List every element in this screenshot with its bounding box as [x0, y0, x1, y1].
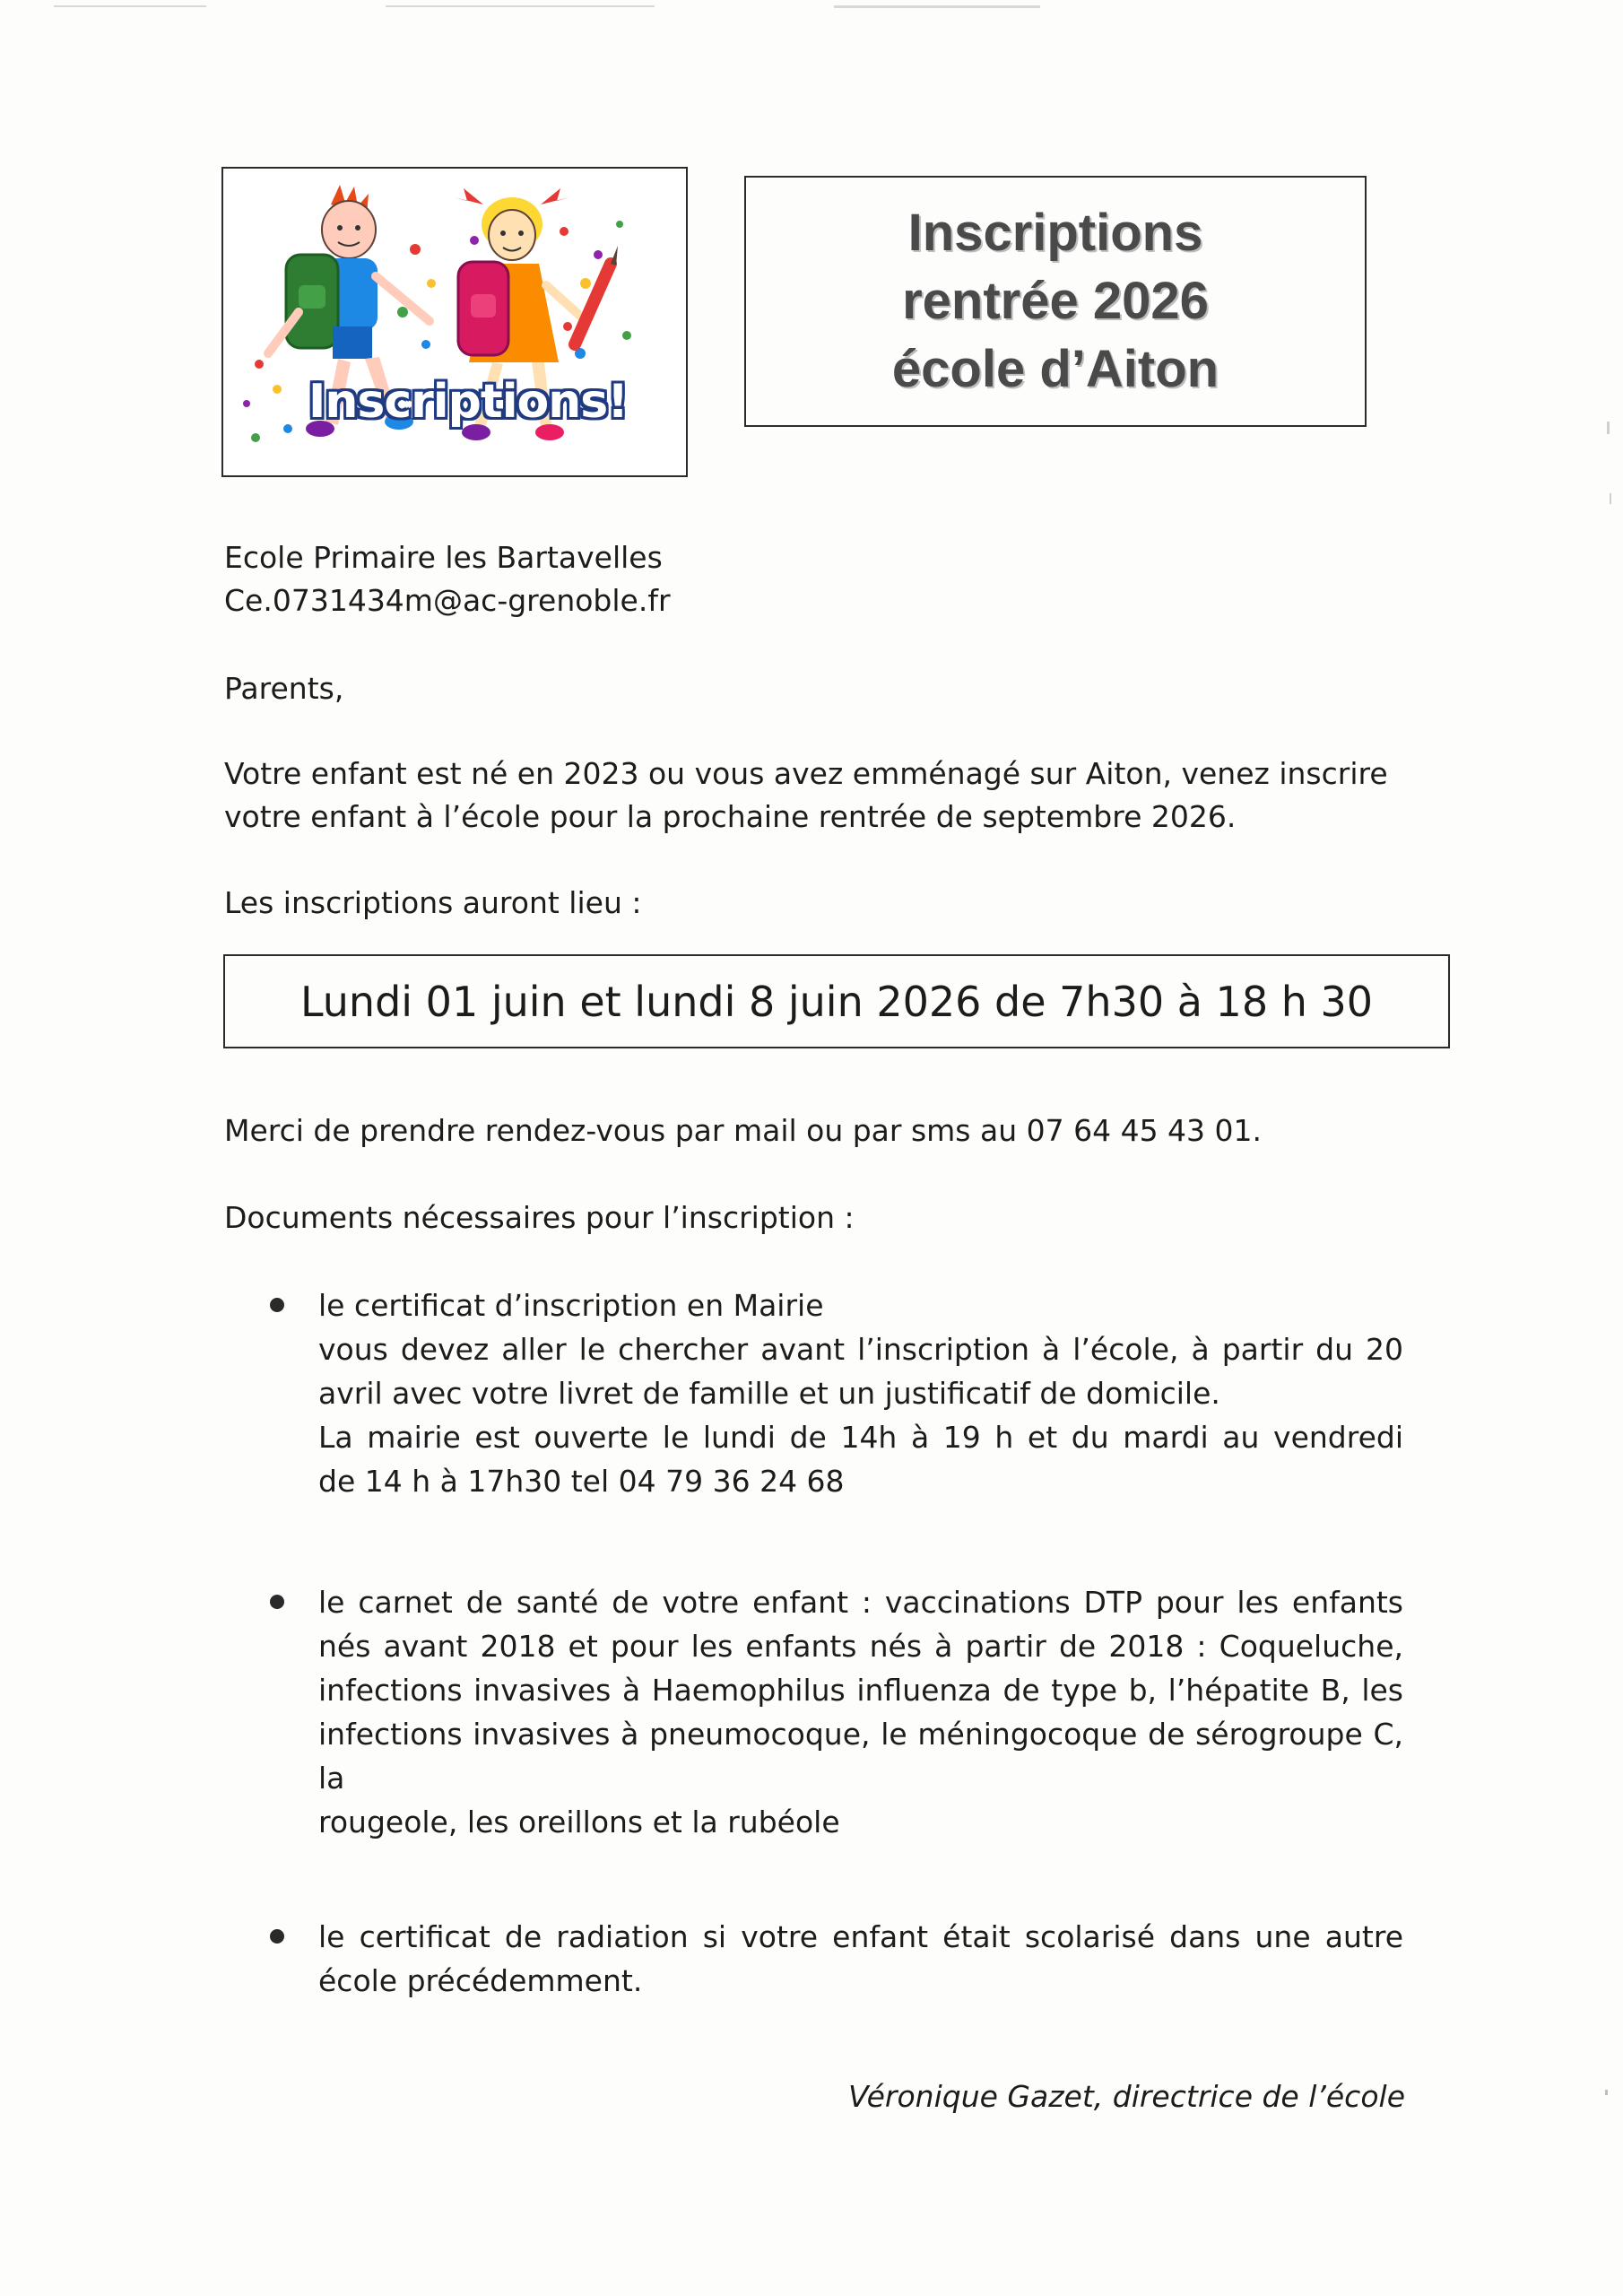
- scan-artifact: [1610, 493, 1611, 504]
- scan-artifact: [1605, 2090, 1608, 2095]
- document-item-3-line: le certificat de radiation si votre enfant était scolarisé dans une autre: [318, 1919, 1403, 1954]
- signature: Véronique Gazet, directrice de l’école: [847, 2079, 1405, 2114]
- scan-artifact: [1607, 422, 1610, 434]
- documents-title: Documents nécessaires pour l’inscription :: [224, 1200, 855, 1235]
- greeting: Parents,: [224, 671, 344, 706]
- schedule-box: [223, 954, 1450, 1048]
- children-illustration-icon: [223, 169, 686, 475]
- schedule-text: Lundi 01 juin et lundi 8 juin 2026 de 7h30 à 18 h 30: [299, 977, 1374, 1026]
- document-item-1-line: avril avec votre livret de famille et un justificatif de domicile.: [318, 1376, 1220, 1411]
- title-line-3: école d’Aiton: [891, 340, 1219, 398]
- schedule-intro: Les inscriptions auront lieu :: [224, 885, 642, 920]
- title-box: [744, 176, 1367, 427]
- inscriptions-illustration: [221, 167, 688, 477]
- bullet-icon: [270, 1298, 284, 1312]
- document-item-1-line: de 14 h à 17h30 tel 04 79 36 24 68: [318, 1464, 845, 1499]
- document-item-1: [318, 1283, 1403, 1503]
- document-item-2: [318, 1580, 1403, 1844]
- document-item-1-line: le certificat d’inscription en Mairie: [318, 1288, 824, 1323]
- intro-line-2: votre enfant à l’école pour la prochaine rentrée de septembre 2026.: [224, 799, 1237, 834]
- bullet-icon: [270, 1929, 284, 1944]
- document-item-2-line: rougeole, les oreillons et la rubéole: [318, 1805, 840, 1839]
- title-line-2: rentrée 2026: [902, 272, 1209, 330]
- logo-caption: Inscriptions!: [308, 375, 628, 429]
- contact-line: Merci de prendre rendez-vous par mail ou par sms au 07 64 45 43 01.: [224, 1113, 1263, 1148]
- intro-line-1: Votre enfant est né en 2023 ou vous avez emménagé sur Aiton, venez inscrire: [224, 756, 1388, 791]
- title-line-1: Inscriptions: [907, 204, 1203, 262]
- school-name: Ecole Primaire les Bartavelles: [224, 540, 663, 575]
- school-email: Ce.0731434m@ac-grenoble.fr: [224, 583, 671, 618]
- document-item-2-line: infections invasives à Haemophilus influenza de type b, l’hépatite B, les: [318, 1673, 1403, 1708]
- document-item-2-line: le carnet de santé de votre enfant : vaccinations DTP pour les enfants: [318, 1585, 1403, 1620]
- document-item-2-line: nés avant 2018 et pour les enfants nés à partir de 2018 : Coqueluche,: [318, 1629, 1403, 1664]
- scan-artifact: [386, 5, 655, 7]
- scan-artifact: [54, 5, 206, 7]
- document-item-3-line: école précédemment.: [318, 1963, 643, 1998]
- document-item-2-line: infections invasives à pneumocoque, le méningocoque de sérogroupe C, la: [318, 1717, 1403, 1796]
- document-item-1-line: vous devez aller le chercher avant l’inscription à l’école, à partir du 20: [318, 1332, 1403, 1367]
- bullet-icon: [270, 1595, 284, 1609]
- scan-artifact: [834, 5, 1040, 8]
- document-item-1-line: La mairie est ouverte le lundi de 14h à 19 h et du mardi au vendredi: [318, 1420, 1403, 1455]
- document-item-3: [318, 1915, 1403, 2003]
